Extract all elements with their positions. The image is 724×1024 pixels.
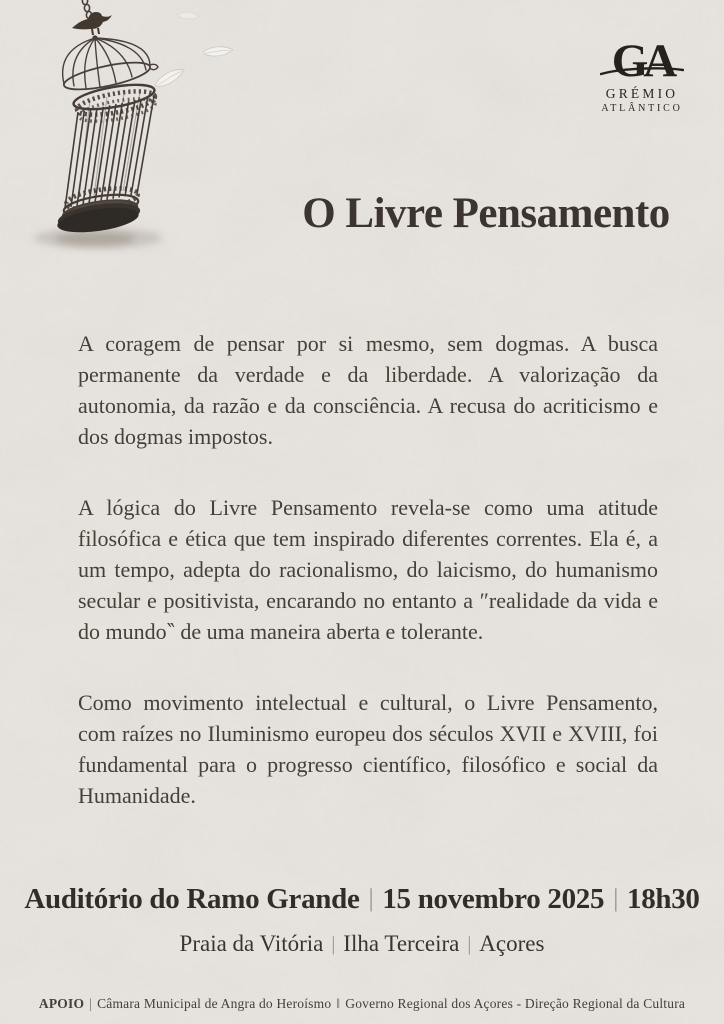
bird-icon [72,12,112,41]
event-details [0,883,724,916]
separator-bar: | [331,934,336,955]
support-credits [0,996,724,1012]
separator-bar: | [368,883,374,912]
gremio-atlantico-logo [590,35,694,115]
feather-icon [153,69,186,87]
location-city: Praia da Vitória [179,931,324,956]
logo-swoosh-icon [600,65,684,77]
event-location [0,931,724,957]
paragraph-3: Como movimento intelectual e cultural, o Livre Pensamento, com raízes no Iluminismo europeu dos séculos XVII e XVIII, foi fundamental para o progresso científico, filosófico e social da Humanidade. [78,690,658,808]
open-birdcage-illustration [4,0,244,258]
location-island: Ilha Terceira [343,931,460,956]
event-venue: Auditório do Ramo Grande [24,883,360,915]
event-time: 18h30 [627,883,700,915]
support-label: APOIO [38,996,85,1011]
separator-bar: | [613,883,618,912]
separator-bar: | [89,996,93,1011]
body-text [78,328,658,851]
support-partner-2: Governo Regional dos Açores - Direção Regional da Cultura [345,996,686,1011]
logo-monogram: GA [611,35,673,87]
event-date: 15 novembro 2025 [382,883,605,915]
logo-name: GRÉMIO [605,86,679,102]
separator-bar: | [467,934,472,955]
paragraph-2: A lógica do Livre Pensamento revela-se como uma atitude filosófica e ética que tem inspirado diferentes correntes. Ela é, a um tempo, adepta do racionalismo, do laicismo, do humanismo secular e positivista, encarando no entanto a ″realidade da vida e do mundo‶ de uma maneira aberta e tolerante. [78,495,658,644]
feather-icon [203,42,233,62]
paragraph-1: A coragem de pensar por si mesmo, sem dogmas. A busca permanente da verdade e da liberdade. A valorização da autonomia, da razão e da consciência. A recusa do acriticismo e dos dogmas impostos. [78,331,658,449]
page-title: O Livre Pensamento [302,190,670,237]
cage-body [56,80,157,237]
separator-double-bar: ‖ [336,996,341,1011]
logo-subname: ATLÂNTICO [601,103,683,115]
feather-icon [177,7,199,25]
support-partner-1: Câmara Municipal de Angra do Heroísmo [97,996,332,1011]
location-region: Açores [479,931,545,956]
